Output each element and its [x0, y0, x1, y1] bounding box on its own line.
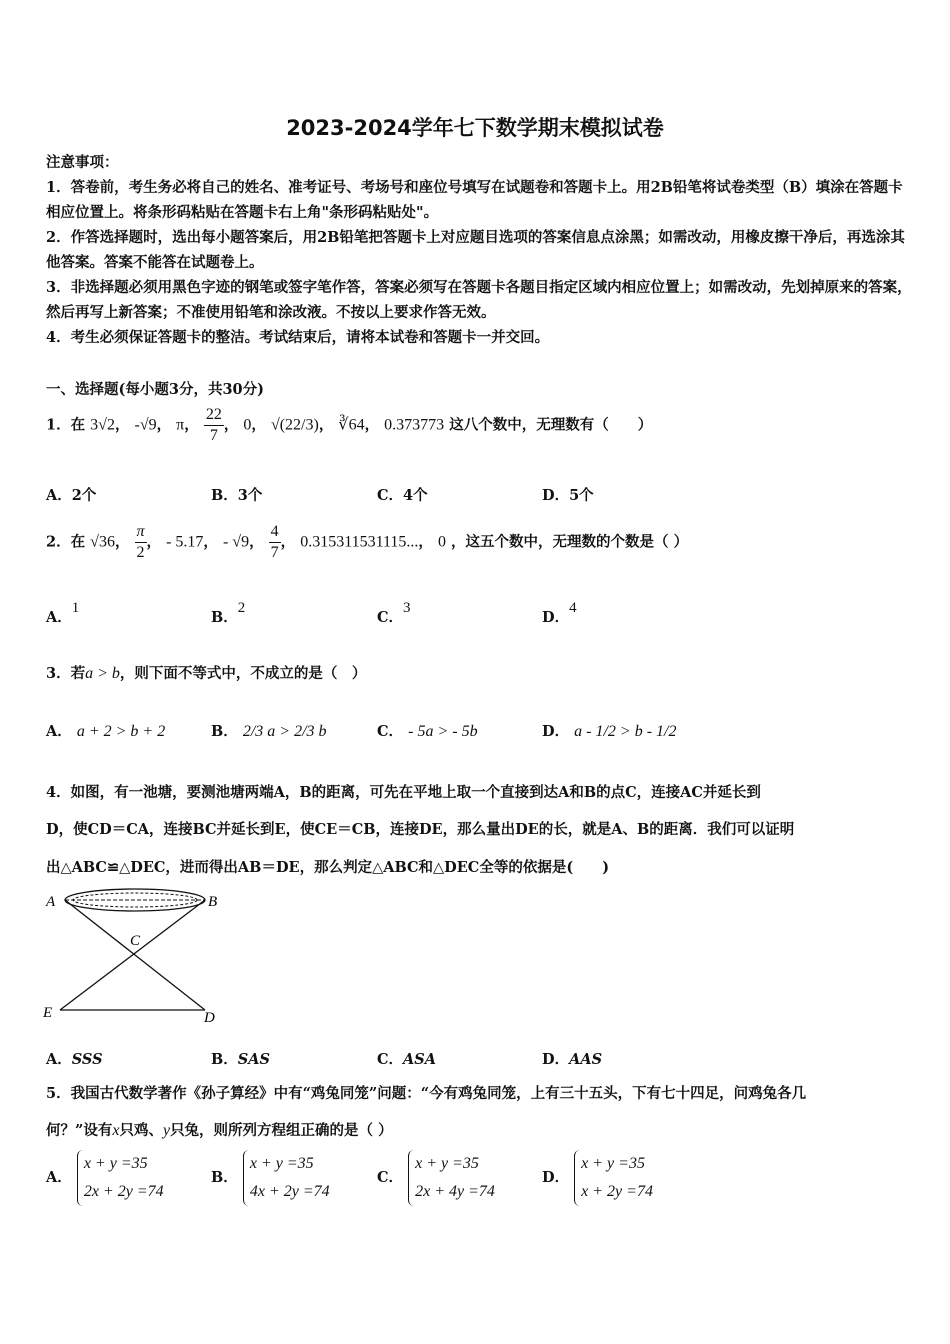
q4-option-a[interactable]: A．SSS [46, 1051, 103, 1068]
q2-option-b[interactable]: B．2 [211, 600, 246, 626]
q5-system-b: x + y =35 4x + 2y =74 [243, 1150, 330, 1206]
q5-option-b[interactable]: B． x + y =35 4x + 2y =74 [211, 1150, 330, 1206]
q2-math-6: 0.315311531115... [300, 533, 419, 551]
question-2: 2．在 √36， $\frac{\pi}{2}$ ， - 5.17， - √9， $\frac{4}{7}$ ， 0.315311531115...， 0 ，这五个数中，无理数的个数是（ ） [46, 523, 689, 561]
label-b: B [208, 894, 218, 910]
q5-system-c: x + y =35 2x + 4y =74 [408, 1150, 495, 1206]
pond-figure [40, 885, 230, 1025]
q2-tail: ，这五个数中，无理数的个数是（ ） [451, 533, 689, 551]
question-1: 1．在 3√2， -√9， π， $\frac{22}{7}$ ， 0， √(22/3)， ∛64， 0.373773 这八个数中，无理数有（ ） [46, 406, 653, 444]
notice-item-1: 1．答卷前，考生务必将自己的姓名、准考证号、考场号和座位号填写在试题卷和答题卡上。用2B铅笔将试卷类型（B）填涂在答题卡相应位置上。将条形码粘贴在答题卡右上角"条形码粘贴处"。 [46, 179, 903, 221]
page-title: 2023-2024学年七下数学期末模拟试卷 [286, 116, 664, 140]
label-d: D [204, 1010, 215, 1025]
q1-lead: 1．在 [46, 416, 86, 434]
q1-math-8: 0.373773 [384, 416, 445, 434]
q1-math-5: 0 [243, 416, 252, 434]
q1-option-a[interactable]: A．2个 [46, 487, 97, 504]
q3-tail: ，则下面不等式中，不成立的是（ ） [119, 665, 367, 682]
q5-option-d[interactable]: D． x + y =35 x + 2y =74 [542, 1150, 653, 1206]
q5-system-d: x + y =35 x + 2y =74 [574, 1150, 653, 1206]
q3-option-b[interactable]: B． 2/3 a > 2/3 b [211, 723, 327, 740]
q1-option-c[interactable]: C．4个 [377, 487, 428, 504]
q3-option-d[interactable]: D． a - 1/2 > b - 1/2 [542, 723, 677, 740]
notice-item-3: 3．非选择题必须用黑色字迹的钢笔或签字笔作答，答案必须写在答题卡各题目指定区域内相应位置上；如需改动，先划掉原来的答案，然后再写上新答案；不准使用铅笔和涂改液。不按以上要求作答无效。 [46, 279, 912, 321]
q2-option-c[interactable]: C．3 [377, 600, 411, 626]
label-c: C [130, 933, 141, 949]
q4-option-b[interactable]: B．SAS [211, 1051, 270, 1068]
q3-lead: 3．若 [46, 665, 86, 682]
q3-option-a[interactable]: A． a + 2 > b + 2 [46, 723, 166, 740]
q1-math-2: -√9 [134, 416, 157, 434]
q2-option-a[interactable]: A．1 [46, 600, 80, 626]
q1-fraction: $\frac{22}{7}$ [205, 406, 222, 444]
section-heading: 一、选择题(每小题3分，共30分) [46, 381, 264, 398]
q1-math-3: π [176, 416, 185, 434]
q5-system-a: x + y =35 2x + 2y =74 [77, 1150, 164, 1206]
label-a: A [46, 894, 56, 910]
question-4-line-2: D，使CD＝CA，连接BC并延长到E，使CE＝CB，连接DE，那么量出DE的长，就是A、B的距离．我们可以证明 [46, 821, 795, 838]
question-4-line-1: 4．如图，有一池塘，要测池塘两端A，B的距离，可先在平地上取一个直接到达A和B的点C，连接AC并延长到 [46, 784, 761, 801]
question-3 [46, 662, 366, 683]
q2-option-d[interactable]: D．4 [542, 600, 577, 626]
q2-math-4: - √9 [222, 533, 250, 551]
q1-math-6: √(22/3) [270, 416, 319, 434]
q2-fraction-pi: $\frac{\pi}{2}$ [136, 523, 145, 561]
q5-option-c[interactable]: C． x + y =35 2x + 4y =74 [377, 1150, 495, 1206]
q2-lead: 2．在 [46, 533, 86, 551]
q2-math-7: 0 [437, 533, 446, 551]
q2-fraction: $\frac{4}{7}$ [270, 523, 279, 561]
question-4-line-3: 出△ABC≌△DEC，进而得出AB＝DE，那么判定△ABC和△DEC全等的依据是( ) [46, 859, 610, 876]
question-5-line-2: 何？”设有x只鸡、y只兔，则所列方程组正确的是（ ） [46, 1122, 393, 1139]
notice-heading: 注意事项： [46, 154, 119, 171]
q3-option-c[interactable]: C． - 5a > - 5b [377, 723, 478, 740]
notice-item-2: 2．作答选择题时，选出每小题答案后，用2B铅笔把答题卡上对应题目选项的答案信息点涂黑；如需改动，用橡皮擦干净后，再选涂其他答案。答案不能答在试题卷上。 [46, 229, 905, 271]
q1-option-b[interactable]: B．3个 [211, 487, 263, 504]
label-e: E [43, 1005, 53, 1021]
notice-item-4: 4．考生必须保证答题卡的整洁。考试结束后，请将本试卷和答题卡一并交回。 [46, 329, 550, 346]
q2-math-3: - 5.17 [166, 533, 204, 551]
question-5-line-1: 5．我国古代数学著作《孙子算经》中有“鸡兔同笼”问题：“今有鸡兔同笼，上有三十五头，下有七十四足，问鸡兔各几 [46, 1085, 807, 1102]
q1-math-1: 3√2 [90, 416, 115, 434]
q4-option-d[interactable]: D．AAS [542, 1051, 603, 1068]
q2-math-1: √36 [90, 533, 115, 551]
q4-option-c[interactable]: C．ASA [377, 1051, 437, 1068]
q1-math-7: ∛64 [338, 416, 365, 434]
q1-tail: 这八个数中，无理数有（ ） [449, 416, 653, 434]
q3-condition: a > b [85, 665, 120, 682]
q5-option-a[interactable]: A． x + y =35 2x + 2y =74 [46, 1150, 164, 1206]
q1-option-d[interactable]: D．5个 [542, 487, 594, 504]
